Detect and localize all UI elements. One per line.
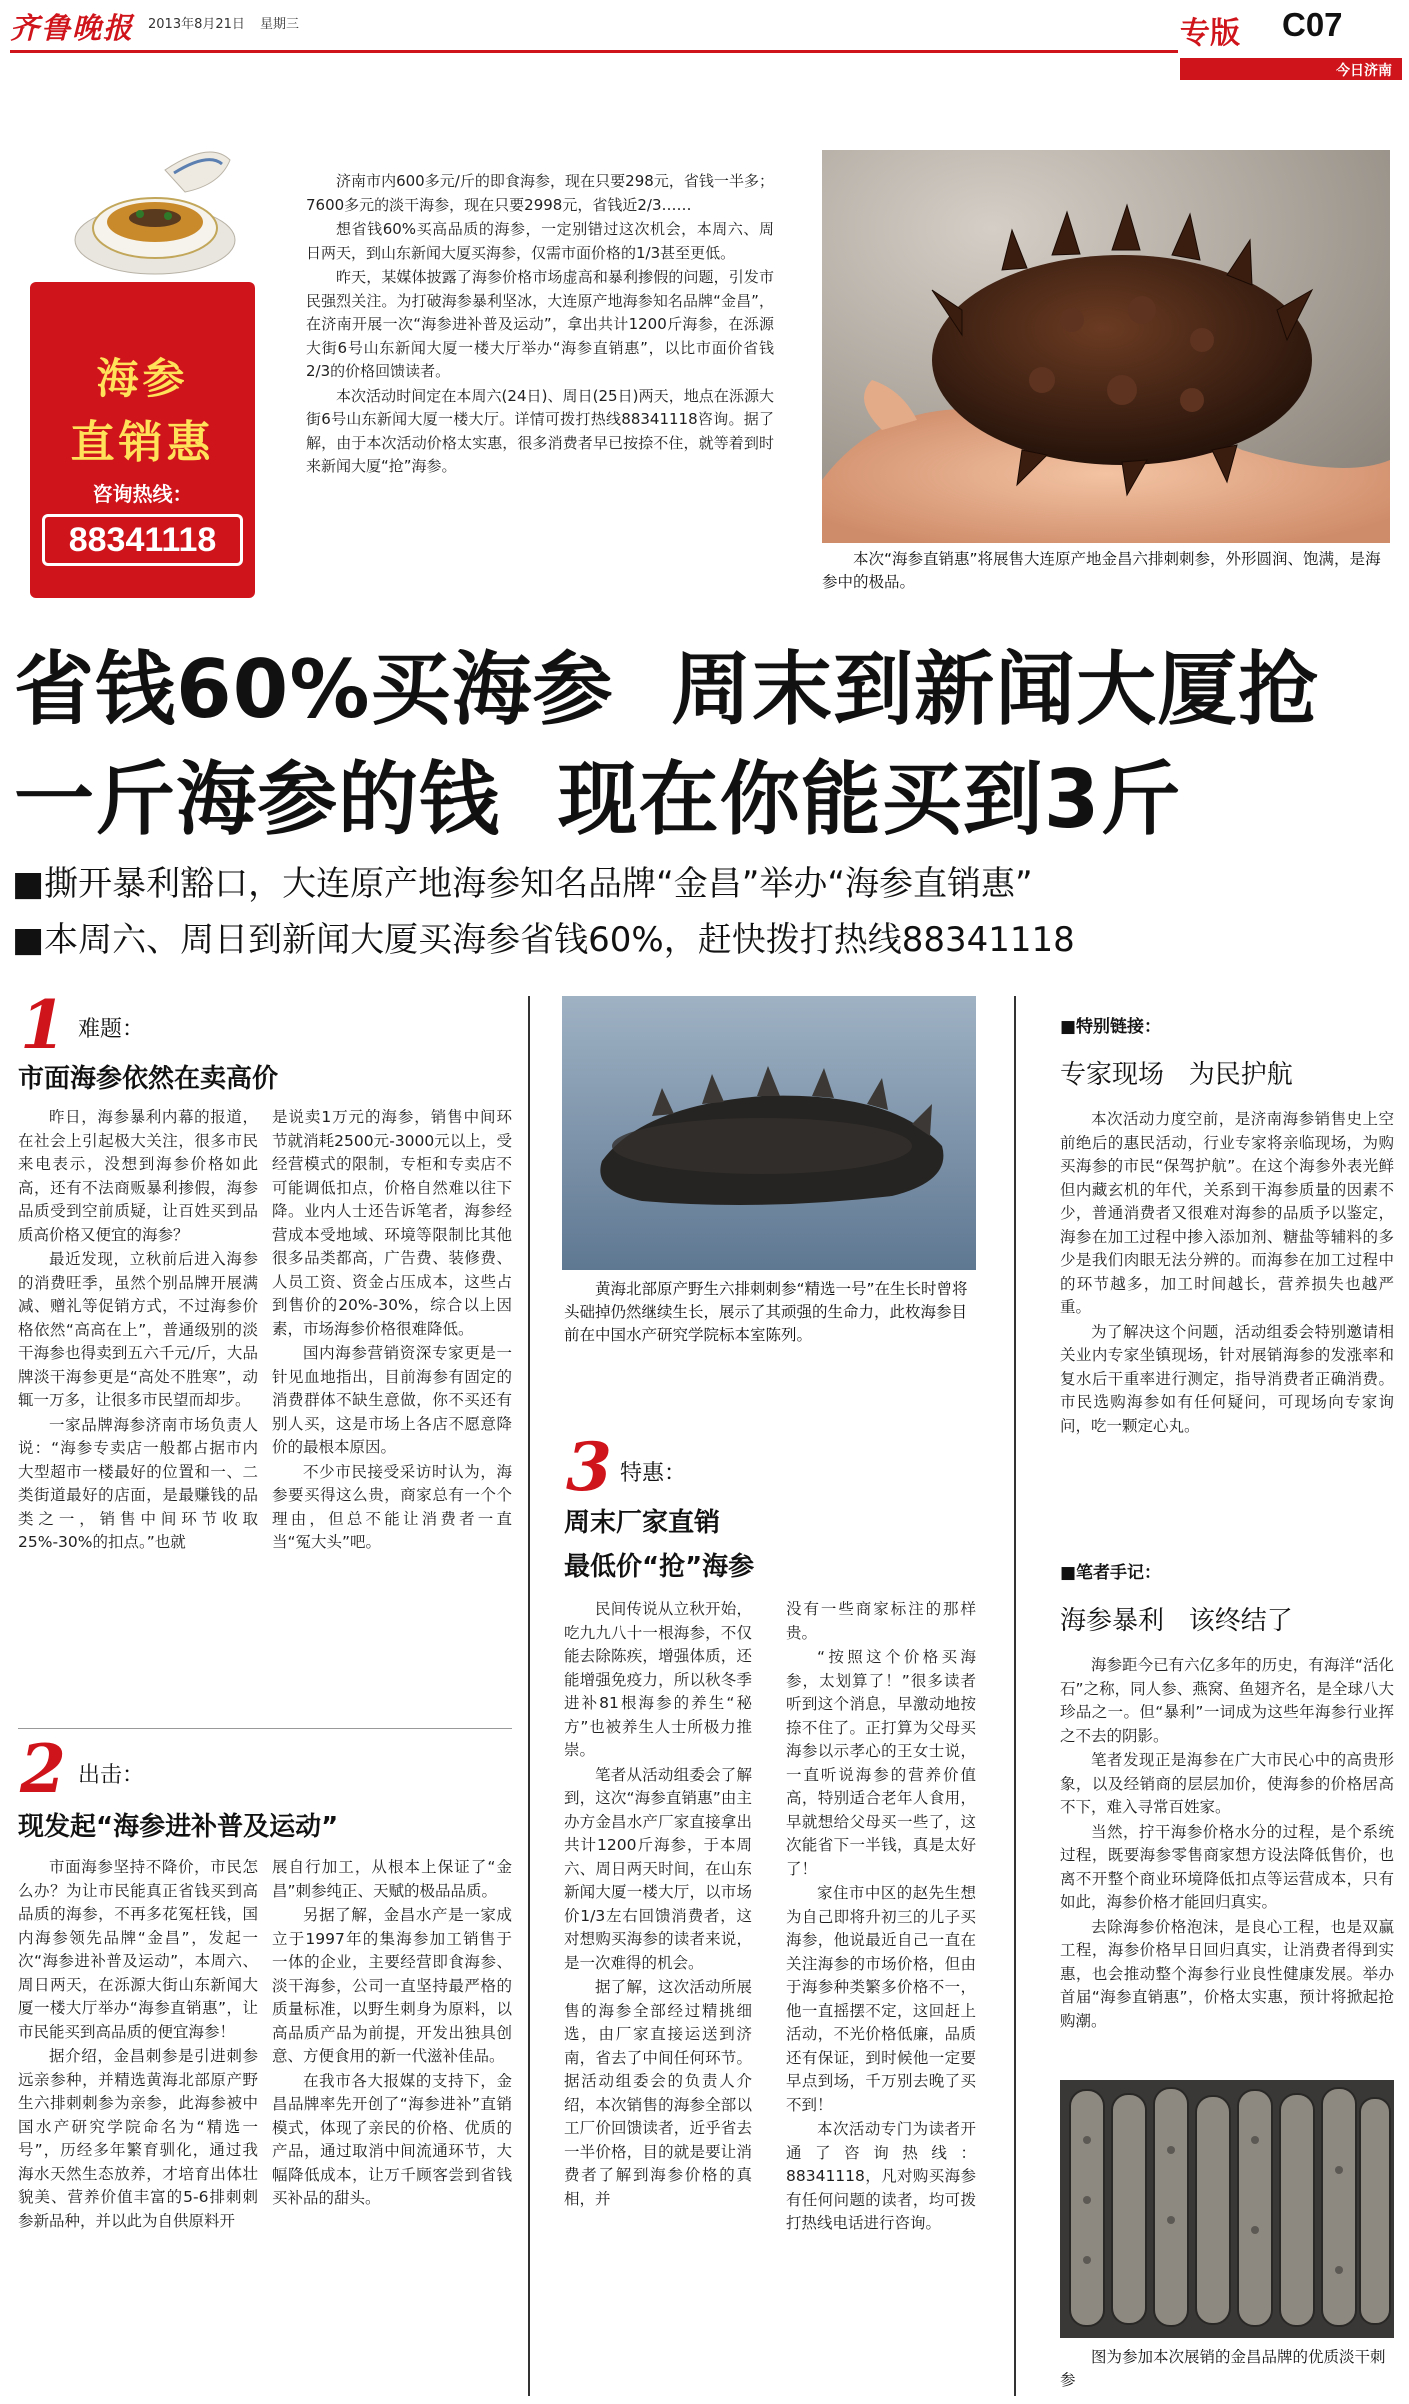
page-number: C07	[1282, 6, 1343, 43]
headline-line1: 省钱60%买海参 周末到新闻大厦抢	[14, 643, 1320, 736]
section2-col-b	[272, 1856, 512, 2211]
bottom-photo	[1060, 2080, 1394, 2338]
sidebar2-body	[1060, 1654, 1394, 2033]
intro-paragraph: 济南市内600多元/斤的即食海参，现在只要298元，省钱一半多；7600多元的淡干海参，现在只要2998元，省钱近2/3……	[306, 172, 774, 214]
section1-col-a	[18, 1106, 258, 1555]
section3-paragraph: “按照这个价格买海参，太划算了！”很多读者听到这个消息，早激动地按捺不住了。正打算为父母买海参以示孝心的王女士说，一直听说海参的营养价值高，特别适合老年人食用，早就想给父母买一些了，这次能省下一半钱，真是太好了！	[786, 1648, 976, 1878]
sidebar2-paragraph: 当然，拧干海参价格水分的过程，是个系统过程，既要海参零售商家想方设法降低售价，也离不开整个商业环境降低扣点等运营成本，只有如此，海参价格才能回归真实。	[1060, 1822, 1394, 1911]
section2-paragraph: 展自行加工，从根本上保证了“金昌”刺参纯正、天赋的极品品质。	[272, 1858, 512, 1900]
promo-hotline-box	[42, 514, 243, 566]
sidebar2-paragraph: 海参距今已有六亿多年的历史，有海洋“活化石”之称，同人参、燕窝、鱼翅齐名，是全球八大珍品之一。但“暴利”一词成为这些年海参行业挥之不去的阴影。	[1060, 1656, 1394, 1745]
section2-paragraph: 据介绍，金昌刺参是引进刺参远亲参种，并精选黄海北部原产野生六排刺刺参为亲参，此海参被中国水产研究学院命名为“精选一号”，历经多年繁育驯化，通过我海水天然生态放养，才培育出体壮貌美、营养价值丰富的5-6排刺刺参新品种，并以此为自供原料开	[18, 2047, 258, 2230]
promo-hotline-number: 88341118	[68, 521, 217, 559]
section3-paragraph: 本次活动专门为读者开通了咨询热线：88341118，凡对购买海参有任何问题的读者，均可拨打热线电话进行咨询。	[786, 2120, 976, 2232]
masthead-rule	[10, 50, 1178, 53]
section1-paragraph: 不少市民接受采访时认为，海参要买得这么贵，商家总有一个个理由，但总不能让消费者一直当“冤大头”吧。	[272, 1462, 512, 1551]
dish-icon	[70, 130, 240, 280]
sea-cucumber-in-hand-image	[822, 150, 1390, 543]
intro-paragraph: 昨天，某媒体披露了海参价格市场虚高和暴利掺假的问题，引发市民强烈关注。为打破海参暴利坚冰，大连原产地海参知名品牌“金昌”，在济南开展一次“海参进补普及运动”，拿出共计1200斤海参，在泺源大街6号山东新闻大厦一楼大厅举办“海参直销惠”，以比市面价省钱2/3的价格回馈读者。	[306, 268, 774, 380]
sea-cucumber-specimen-image	[562, 996, 976, 1270]
sidebar1-paragraph: 为了解决这个问题，活动组委会特别邀请相关业内专家坐镇现场，针对展销海参的发涨率和复水后干重率进行测定，指导消费者正确消费。市民选购海参如有任何疑问，可现场向专家询问，吃一颗定心丸。	[1060, 1322, 1394, 1435]
mid-photo-caption: 黄海北部原产野生六排刺刺参“精选一号”在生长时曾将头础掉仍然继续生长，展示了其顽强的生命力，此枚海参目前在中国水产研究学院标本室陈列。	[564, 1280, 968, 1344]
section3-title-line1: 周末厂家直销	[564, 1508, 721, 1538]
headline-line2: 一斤海参的钱 现在你能买到3斤	[14, 753, 1182, 846]
section1-paragraph: 最近发现，立秋前后进入海参的消费旺季，虽然个别品牌开展满减、赠礼等促销方式，不过海参价格依然“高高在上”，普通级别的淡干海参也得卖到五六千元/斤，大品牌淡干海参更是“高处不胜寒”，动辄一万多，让很多市民望而却步。	[18, 1250, 258, 1409]
intro-paragraph: 想省钱60%买高品质的海参，一定别错过这次机会，本周六、周日两天，到山东新闻大厦买海参，仅需市面价格的1/3甚至更低。	[306, 220, 774, 262]
sidebar1-body	[1060, 1108, 1394, 1438]
section3-paragraph: 笔者从活动组委会了解到，这次“海参直销惠”由主办方金昌水产厂家直接拿出共计1200斤海参，于本周六、周日两天时间，在山东新闻大厦一楼大厅，以市场价1/3左右回馈消费者，这对想购买海参的读者来说，是一次难得的机会。	[564, 1765, 752, 1972]
deck-line2: ■本周六、周日到新闻大厦买海参省钱60%，赶快拨打热线88341118	[12, 920, 1075, 960]
sidebar2-title: 海参暴利 该终结了	[1060, 1606, 1293, 1636]
mid-photo	[562, 996, 976, 1270]
promo-hotline-label: 咨询热线：	[92, 482, 193, 506]
intro-article	[306, 170, 774, 479]
section3-paragraph: 没有一些商家标注的那样贵。	[786, 1600, 976, 1642]
section3-label: 特惠：	[620, 1461, 687, 1486]
section1-paragraph: 国内海参营销资深专家更是一针见血地指出，目前海参有固定的消费群体不缺生意做，你不买还有别人买，这是市场上各店不愿意降价的最根本原因。	[272, 1344, 512, 1456]
section1-title: 市面海参依然在卖高价	[18, 1064, 279, 1094]
column-rule	[1014, 996, 1016, 2396]
section1-number: 1	[20, 986, 66, 1064]
section2-number: 2	[20, 1730, 66, 1808]
sidebar1-paragraph: 本次活动力度空前，是济南海参销售史上空前绝后的惠民活动，行业专家将亲临现场，为购买海参的市民“保驾护航”。在这个海参外表光鲜但内藏玄机的年代，关系到干海参质量的因素不少，普通消费者又很难对海参的品质予以鉴定，海参在加工过程中掺入添加剂、糖盐等辅料的多少是我们肉眼无法分辨的。而海参在加工过程中的环节越多，加工时间越长，营养损失也越严重。	[1060, 1110, 1394, 1316]
section3-paragraph: 家住市中区的赵先生想为自己即将升初三的儿子买海参，他说最近自己一直在关注海参的市场价格，但由于海参种类繁多价格不一，他一直摇摆不定，这回赶上活动，不光价格低廉，品质还有保证，到时候他一定要早点到场，千万别去晚了买不到！	[786, 1884, 976, 2114]
promo-box	[30, 122, 255, 598]
subsection-label: 今日济南	[1336, 63, 1392, 79]
dried-sea-cucumbers-image	[1060, 2080, 1394, 2338]
bottom-photo-caption: 图为参加本次展销的金昌品牌的优质淡干刺参	[1060, 2348, 1386, 2389]
section2-paragraph: 市面海参坚持不降价，市民怎么办？为让市民能真正省钱买到高品质的海参，不再多花冤枉钱，国内海参领先品牌“金昌”，发起一次“海参进补普及运动”，本周六、周日两天，在泺源大街山东新闻大厦一楼大厅举办“海参直销惠”，让市民能买到高品质的便宜海参！	[18, 1858, 258, 2041]
section2-title: 现发起“海参进补普及运动”	[18, 1812, 339, 1842]
section3-paragraph: 据了解，这次活动所展售的海参全部经过精挑细选，由厂家直接运送到济南，省去了中间任何环节。据活动组委会的负责人介绍，本次销售的海参全部以工厂价回馈读者，近乎省去一半价格，目的就是要让消费者了解到海参价格的真相，并	[564, 1978, 752, 2208]
section3-col-b	[786, 1598, 976, 2236]
issue-weekday: 星期三	[260, 17, 300, 32]
section-label: 专版	[1180, 16, 1240, 51]
section1-col-b	[272, 1106, 512, 1555]
issue-date: 2013年8月21日	[148, 17, 245, 32]
section1-paragraph: 昨日，海参暴利内幕的报道，在社会上引起极大关注，很多市民来电表示，没想到海参价格如此高，还有不法商贩暴利掺假，海参品质受到空前质疑，让百姓买到品质高价格又便宜的海参？	[18, 1108, 258, 1244]
paper-logo: 齐鲁晚报	[10, 11, 135, 45]
column-rule	[528, 996, 530, 2396]
deck-line1: ■撕开暴利豁口，大连原产地海参知名品牌“金昌”举办“海参直销惠”	[12, 864, 1033, 904]
subsection-bar	[1180, 58, 1402, 80]
sidebar2-tag: ■笔者手记：	[1060, 1563, 1162, 1583]
section2-col-a	[18, 1856, 258, 2233]
sidebar1-title: 专家现场 为民护航	[1060, 1060, 1293, 1090]
promo-dish-image	[70, 130, 240, 280]
top-photo-caption: 本次“海参直销惠”将展售大连原产地金昌六排刺刺参，外形圆润、饱满，是海参中的极品。	[822, 550, 1381, 591]
section2-paragraph: 另据了解，金昌水产是一家成立于1997年的集海参加工销售于一体的企业，主要经营即食海参、淡干海参，公司一直坚持最严格的质量标准，以野生刺身为原料，以高品质产品为前提，开发出独具创意、方便食用的新一代滋补佳品。	[272, 1906, 512, 2065]
section1-paragraph: 是说卖1万元的海参，销售中间环节就消耗2500元-3000元以上，受经营模式的限制，专柜和专卖店不可能调低扣点，价格自然难以往下降。业内人士还告诉笔者，海参经营成本受地域、环境等限制比其他很多品类都高，广告费、装修费、人员工资、资金占压成本，这些占到售价的20%-30%，综合以上因素，市场海参价格很难降低。	[272, 1108, 512, 1338]
section3-paragraph: 民间传说从立秋开始，吃九九八十一根海参，不仅能去除陈疾，增强体质，还能增强免疫力，所以秋冬季进补81根海参的养生“秘方”也被养生人士所极力推崇。	[564, 1600, 752, 1759]
section2-label: 出击：	[78, 1763, 145, 1788]
section3-col-a	[564, 1598, 752, 2211]
sidebar2-paragraph: 去除海参价格泡沫，是良心工程，也是双赢工程，海参价格早日回归真实，让消费者得到实惠，也会推动整个海参行业良性健康发展。举办首届“海参直销惠”，价格太实惠，预计将掀起抢购潮。	[1060, 1917, 1394, 2030]
promo-title-line2: 直销惠	[70, 417, 215, 468]
masthead	[0, 0, 1409, 79]
sidebar1-tag: ■特别链接：	[1060, 1017, 1162, 1037]
promo-red-panel	[30, 282, 255, 598]
promo-title-line1: 海参	[96, 354, 189, 403]
section2-paragraph: 在我市各大报媒的支持下，金昌品牌率先开创了“海参进补”直销模式，体现了亲民的价格、优质的产品，通过取消中间流通环节，大幅降低成本，让万千顾客尝到省钱买补品的甜头。	[272, 2071, 512, 2207]
intro-paragraph: 本次活动时间定在本周六(24日)、周日(25日)两天，地点在泺源大街6号山东新闻大厦一楼大厅。详情可拨打热线88341118咨询。据了解，由于本次活动价格太实惠，很多消费者早已按捺不住，就等着到时来新闻大厦“抢”海参。	[306, 386, 774, 475]
top-photo	[822, 150, 1390, 543]
sidebar2-paragraph: 笔者发现正是海参在广大市民心中的高贵形象，以及经销商的层层加价，使海参的价格居高不下，难入寻常百姓家。	[1060, 1751, 1394, 1816]
section-divider	[18, 1728, 512, 1729]
section3-title-line2: 最低价“抢”海参	[564, 1552, 755, 1582]
section1-paragraph: 一家品牌海参济南市场负责人说：“海参专卖店一般都占据市内大型超市一楼最好的位置和一、二类街道最好的店面，是最赚钱的品类之一，销售中间环节收取25%-30%的扣点。”也就	[18, 1415, 258, 1551]
section1-label: 难题：	[78, 1017, 145, 1042]
section3-number: 3	[566, 1428, 612, 1506]
